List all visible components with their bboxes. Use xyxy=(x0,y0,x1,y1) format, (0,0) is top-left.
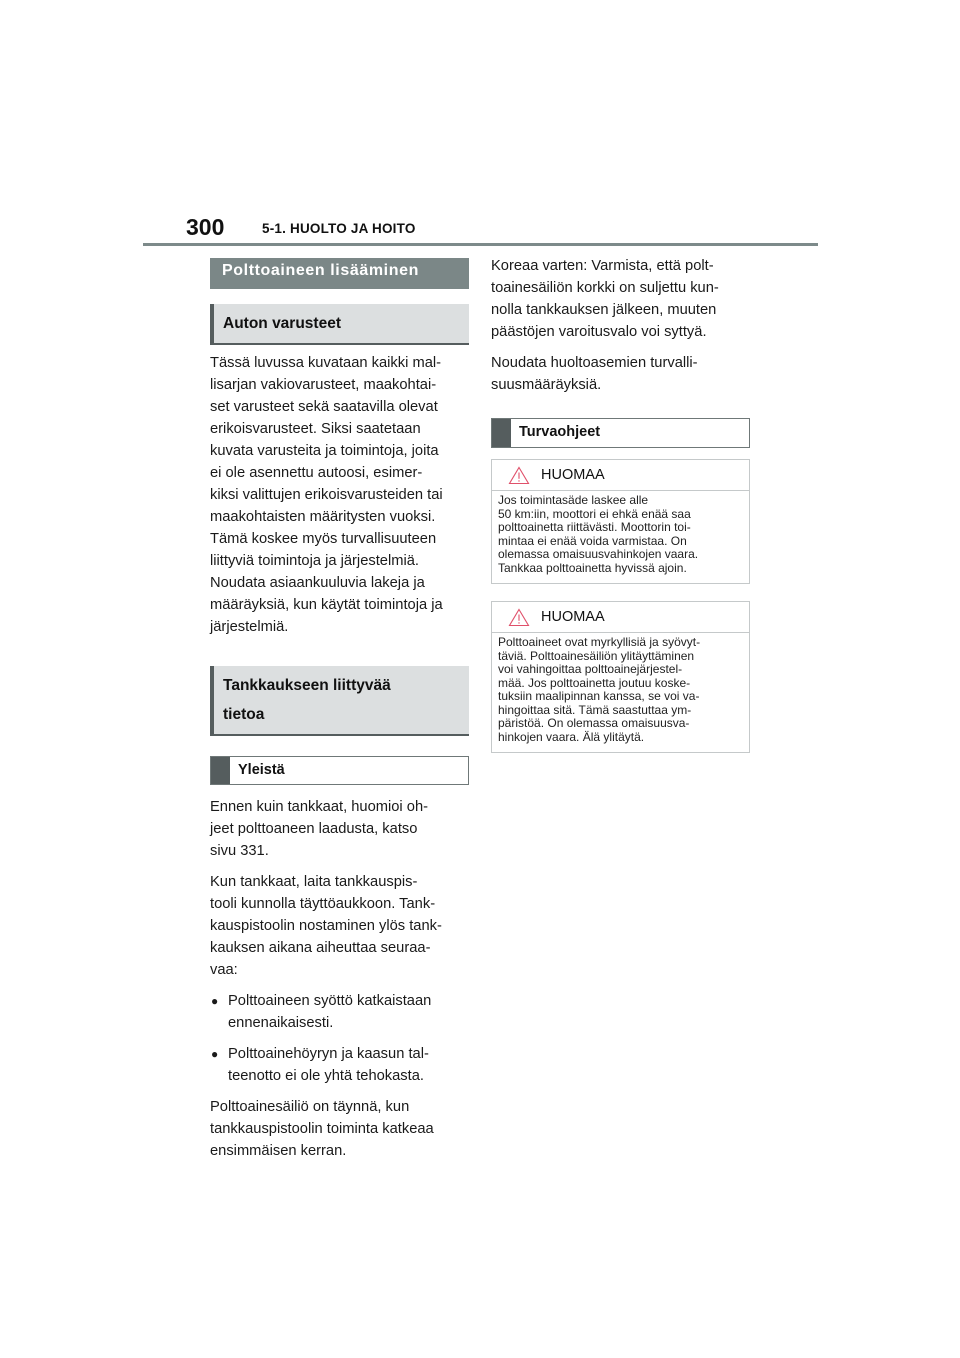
box-heading-bar xyxy=(211,757,230,784)
notice-text: Polttoaineet ovat myrkyllisiä ja syövyt- täviä. Polttoainesäiliön ylitäyttäminen voi vahingoittaa polttoainejärjestel- mää. Jos polttoainetta joutuu koske- tuksiin maalipinnan kanssa, se voi va- hingoittaa sitä. Tämä saastuttaa ym- päristöä. On olemassa omaisuusva- hinkojen vaara. Älä ylitäytä. xyxy=(498,635,701,744)
paragraph-korea: Koreaa varten: Varmista, että polt- toainesäiliön korkki on suljettu kun- nolla tankkauksen jälkeen, muuten päästöjen varoitusvalo voi syttyä. xyxy=(491,258,719,340)
main-heading: Polttoaineen lisääminen xyxy=(210,258,469,289)
notice-title: HUOMAA xyxy=(541,609,605,625)
warning-triangle-icon xyxy=(508,608,530,627)
bullet-icon: ● xyxy=(211,994,219,1008)
page-number: 300 xyxy=(186,214,225,240)
list-item: ● Polttoaineen syöttö katkaistaan ennenaikaisesti. xyxy=(210,990,469,1034)
paragraph-nozzle: Kun tankkaat, laita tankkauspis- tooli kunnolla täyttöaukkoon. Tank- kauspistoolin nostaminen ylös tank- kauksen aikana aiheuttaa seuraa- vaa: xyxy=(210,874,442,978)
paragraph-tank-full: Polttoainesäiliö on täynnä, kun tankkauspistoolin toiminta katkeaa ensimmäisen kerran. xyxy=(210,1099,434,1159)
bullet-icon: ● xyxy=(211,1047,219,1061)
paragraph-fuel-quality: Ennen kuin tankkaat, huomioi oh- jeet polttoaneen laadusta, katso sivu 331. xyxy=(210,799,429,859)
paragraph-station-rules: Noudata huoltoasemien turvalli- suusmääräyksiä. xyxy=(491,355,698,393)
box-heading-label: Turvaohjeet xyxy=(519,424,601,440)
right-column xyxy=(491,255,750,753)
sub-heading-refuelling: Tankkaukseen liittyvää tietoa xyxy=(210,666,469,736)
notice-box xyxy=(491,601,750,753)
warning-triangle-icon xyxy=(508,466,530,485)
header-rule xyxy=(143,243,818,246)
notice-title: HUOMAA xyxy=(541,467,605,483)
list-item: ● Polttoainehöyryn ja kaasun tal- teenotto ei ole yhtä tehokasta. xyxy=(210,1043,469,1087)
notice-header xyxy=(492,460,749,491)
box-heading-label: Yleistä xyxy=(238,762,285,778)
sub-heading-equipment-label: Auton varusteet xyxy=(223,315,341,332)
section-label: 5-1. HUOLTO JA HOITO xyxy=(262,221,416,236)
notice-header xyxy=(492,602,749,633)
bullet-list xyxy=(210,990,469,1087)
notice-box xyxy=(491,459,750,584)
box-heading-general xyxy=(210,756,469,785)
notice-text: Jos toimintasäde laskee alle 50 km:iin, moottori ei ehkä enää saa polttoainetta riittävästi. Moottorin toi- mintaa ei enää voida varmistaa. On olemassa omaisuusvahinkojen vaara. Tankkaa polttoainetta hyvissä ajoin. xyxy=(498,493,699,575)
left-column xyxy=(210,258,469,1162)
intro-paragraph: Tässä luvussa kuvataan kaikki mal- lisarjan vakiovarusteet, maakohtai- set varusteet sekä saatavilla olevat erikoisvarusteet. Siksi saatetaan kuvata varusteita ja toimintoja, joita ei ole asennettu autoosi, esimer- kiksi valittujen erikoisvarusteiden tai maakohtaisten määritysten vuoksi. Tämä koskee myös turvallisuuteen liittyviä toimintoja ja järjestelmiä. Noudata asiaankuuluvia lakeja ja määräyksiä, kun käytät toimintoja ja järjestelmiä. xyxy=(210,355,443,635)
box-heading-bar xyxy=(492,419,511,447)
sub-heading-equipment xyxy=(210,304,469,345)
box-heading-safety xyxy=(491,418,750,448)
